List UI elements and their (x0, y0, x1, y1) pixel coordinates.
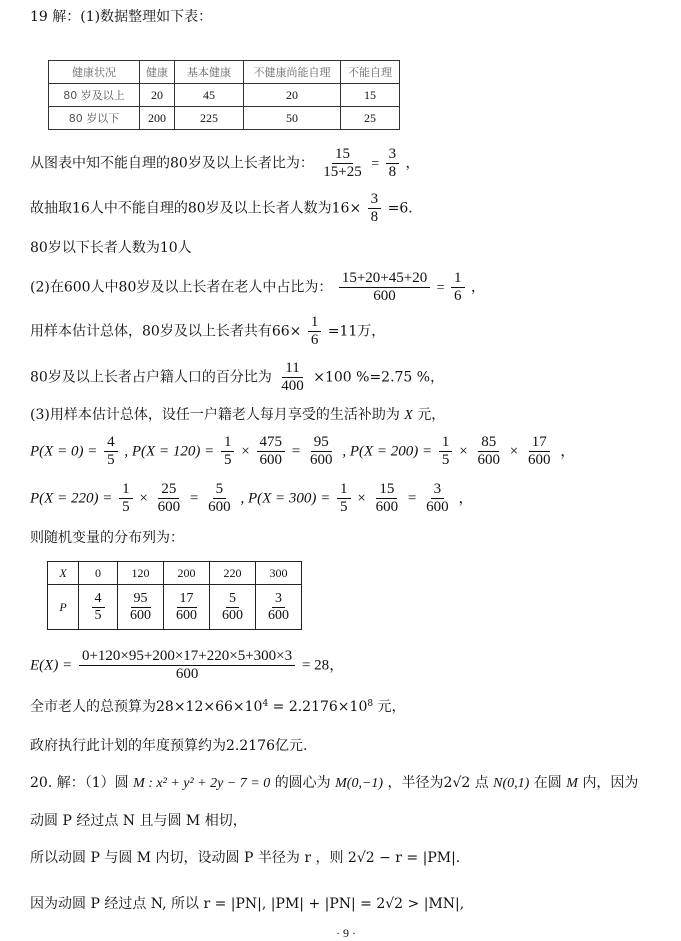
numerator: 4 (104, 434, 118, 452)
numerator: 15 (332, 146, 353, 164)
q19-line-part3 (30, 406, 445, 425)
denominator: 5 (223, 452, 232, 468)
text: 元， (373, 699, 406, 715)
text: = 28， (301, 657, 345, 674)
expr: P(X = 0) = (30, 443, 98, 460)
denominator: 600 (259, 452, 282, 468)
numerator: 1 (221, 434, 235, 452)
text: ， (470, 279, 485, 296)
numerator: 17 (177, 591, 197, 608)
table-cell (256, 585, 302, 630)
text: =11万， (327, 323, 386, 340)
q19-line-distribution-intro: 则随机变量的分布列为： (30, 530, 184, 546)
expr: , P(X = 300) = (240, 490, 331, 507)
table-cell: 200 (140, 107, 175, 130)
numerator: 25 (158, 481, 179, 499)
numerator: 475 (257, 434, 286, 452)
table-cell: 0 (79, 562, 118, 585)
numerator: 15 (376, 481, 397, 499)
denominator: 6 (310, 332, 319, 348)
text: 内，因为 (582, 775, 639, 791)
fraction (320, 146, 364, 181)
denominator: 600 (310, 452, 333, 468)
numerator: 15+20+45+20 (339, 270, 430, 288)
text: 的圆心为 (274, 775, 331, 791)
denominator: 8 (388, 164, 397, 180)
fraction (119, 481, 133, 516)
table-cell: 200 (164, 562, 210, 585)
denominator: 600 (268, 607, 289, 623)
q20-line-3: 所以动圆 P 与圆 M 内切，设动圆 P 半径为 r ，则 2√2 − r = |PM|. (30, 850, 461, 866)
text: (2)在600人中80岁及以上长者在老人中占比为： (30, 279, 333, 296)
times: × (357, 490, 366, 507)
numerator: 5 (213, 481, 227, 499)
fraction (257, 434, 286, 469)
fraction (79, 648, 295, 683)
text: =6. (387, 200, 413, 217)
q20-line-2: 动圆 P 经过点 N 且与圆 M 相切， (30, 813, 247, 829)
table-cell: 220 (210, 562, 256, 585)
q19-line-part2 (30, 270, 485, 305)
page-number: · 9 · (336, 926, 356, 940)
fraction (221, 434, 235, 469)
times: × (509, 443, 519, 460)
numerator: 3 (386, 146, 400, 164)
table-cell: 300 (256, 562, 302, 585)
expr: N(0,1) (493, 776, 530, 791)
fraction (265, 591, 292, 624)
text: = 2.2176×10 (268, 699, 368, 715)
times: × (459, 443, 468, 460)
expr: M (566, 776, 578, 791)
q20-line-1 (30, 774, 638, 793)
text: 故抽取16人中不能自理的80岁及以上长者人数为16× (30, 200, 362, 217)
table-row (48, 585, 302, 630)
denominator: 600 (426, 499, 449, 515)
text: 80岁及以上长者占户籍人口的百分比为 (30, 369, 272, 386)
fraction (92, 591, 105, 624)
q20-line-4: 因为动圆 P 经过点 N, 所以 r = |PN|, |PM| + |PN| = 2√2 > |MN|, (30, 896, 465, 912)
table-row-label: X (48, 562, 79, 585)
exponent: 4 (262, 699, 269, 709)
numerator: 1 (308, 314, 322, 332)
denominator: 600 (527, 452, 551, 468)
fraction (307, 434, 336, 469)
equals: = (291, 443, 301, 460)
equals: = (407, 490, 417, 507)
table-cell: 225 (175, 107, 244, 130)
variable-x: X (404, 408, 413, 423)
table-cell: 45 (175, 84, 244, 107)
table-row-label: 80 岁及以上 (49, 84, 140, 107)
fraction (155, 481, 184, 516)
expr: E(X) = (30, 657, 73, 674)
table-cell (79, 585, 118, 630)
q19-line-budget (30, 698, 406, 716)
denominator: 600 (130, 607, 151, 623)
denominator: 8 (370, 209, 379, 225)
numerator: 1 (119, 481, 133, 499)
denominator: 5 (441, 452, 450, 468)
denominator: 600 (477, 452, 500, 468)
q19-intro: 19 解：(1)数据整理如下表： (30, 9, 213, 25)
fraction (423, 481, 452, 516)
expr: P(X = 220) = (30, 490, 113, 507)
distribution-table (47, 561, 302, 630)
numerator: 1 (337, 481, 351, 499)
numerator: 3 (431, 481, 445, 499)
fraction (104, 434, 118, 469)
denominator: 600 (375, 499, 399, 515)
table-cell (210, 585, 256, 630)
fraction (219, 591, 246, 624)
expr: M : x² + y² + 2y − 7 = 0 (133, 776, 271, 791)
fraction (337, 481, 351, 516)
numerator: 3 (368, 191, 382, 209)
fraction (278, 360, 307, 395)
text: ， (405, 155, 420, 172)
table-header-row (49, 61, 400, 84)
denominator: 5 (94, 607, 102, 623)
numerator: 5 (226, 591, 239, 608)
denominator: 600 (208, 499, 231, 515)
table-header-cell: 不能自理 (341, 61, 400, 84)
text: 从图表中知不能自理的80岁及以上长者比为： (30, 155, 314, 172)
times: × (241, 443, 250, 460)
expr: , P(X = 200) = (342, 443, 433, 460)
denominator: 5 (340, 499, 348, 515)
denominator: 5 (122, 499, 130, 515)
table-cell: 25 (341, 107, 400, 130)
denominator: 600 (222, 607, 243, 623)
text: ，半径为2√2 点 (387, 775, 489, 791)
numerator: 1 (439, 434, 453, 452)
fraction (205, 481, 234, 516)
table-header-cell: 基本健康 (175, 61, 244, 84)
fraction (474, 434, 503, 469)
fraction (368, 191, 382, 226)
table-cell: 20 (140, 84, 175, 107)
numerator: 17 (529, 434, 550, 452)
health-status-table (48, 60, 400, 130)
numerator: 1 (451, 270, 465, 288)
table-cell: 120 (118, 562, 164, 585)
numerator: 4 (92, 591, 105, 608)
q19-line-ratio (30, 146, 420, 181)
numerator: 11 (282, 360, 302, 378)
text: 元， (417, 407, 446, 423)
fraction (127, 591, 154, 624)
text: 用样本估计总体，80岁及以上长者共有66× (30, 323, 302, 340)
text: ， (458, 488, 474, 507)
table-row (49, 84, 400, 107)
table-cell: 50 (244, 107, 341, 130)
q19-prob-line-2 (30, 481, 473, 516)
denominator: 15+25 (323, 164, 362, 180)
q19-line-under80: 80岁以下长者人数为10人 (30, 240, 192, 256)
table-row (49, 107, 400, 130)
numerator: 85 (478, 434, 499, 452)
denominator: 600 (373, 288, 396, 304)
table-row (48, 562, 302, 585)
equals: = (436, 280, 445, 296)
table-cell: 15 (341, 84, 400, 107)
equals: = (371, 156, 380, 172)
q19-line-estimate (30, 314, 385, 349)
denominator: 600 (176, 607, 197, 623)
numerator: 3 (272, 591, 285, 608)
q19-prob-line-1 (30, 434, 575, 469)
equals: = (189, 490, 199, 507)
fraction (451, 270, 465, 305)
denominator: 6 (454, 288, 462, 304)
q19-line-annual: 政府执行此计划的年度预算约为2.2176亿元. (30, 738, 308, 754)
expr: M(0,−1) (335, 776, 384, 791)
text: 在圆 (533, 775, 562, 791)
text: ×100 %=2.75 %， (313, 369, 445, 386)
text: (3)用样本估计总体，设任一户籍老人每月享受的生活补助为 (30, 407, 400, 423)
fraction (439, 434, 453, 469)
numerator: 95 (131, 591, 151, 608)
fraction (373, 481, 402, 516)
text: 全市老人的总预算为28×12×66×10 (30, 699, 263, 715)
text: 20. 解：（1）圆 (30, 775, 129, 791)
fraction (525, 434, 554, 469)
denominator: 600 (175, 666, 199, 682)
numerator: 0+120×95+200×17+220×5+300×3 (79, 648, 295, 666)
table-header-cell: 健康状况 (49, 61, 140, 84)
table-header-cell: 不健康尚能自理 (244, 61, 341, 84)
q19-expectation (30, 648, 344, 683)
denominator: 5 (107, 452, 115, 468)
fraction (339, 270, 430, 305)
text: ， (560, 441, 576, 460)
denominator: 600 (157, 499, 181, 515)
table-cell (118, 585, 164, 630)
table-row-label: 80 岁以下 (49, 107, 140, 130)
q19-line-sample (30, 191, 413, 226)
denominator: 400 (281, 378, 304, 394)
times: × (139, 490, 148, 507)
expr: , P(X = 120) = (124, 443, 215, 460)
table-header-cell: 健康 (140, 61, 175, 84)
table-cell: 20 (244, 84, 341, 107)
table-row-label: P (48, 585, 79, 630)
fraction (308, 314, 322, 349)
exponent: 8 (367, 699, 374, 709)
fraction (173, 591, 200, 624)
fraction (386, 146, 400, 181)
table-cell (164, 585, 210, 630)
q19-line-percent (30, 360, 444, 395)
numerator: 95 (311, 434, 332, 452)
